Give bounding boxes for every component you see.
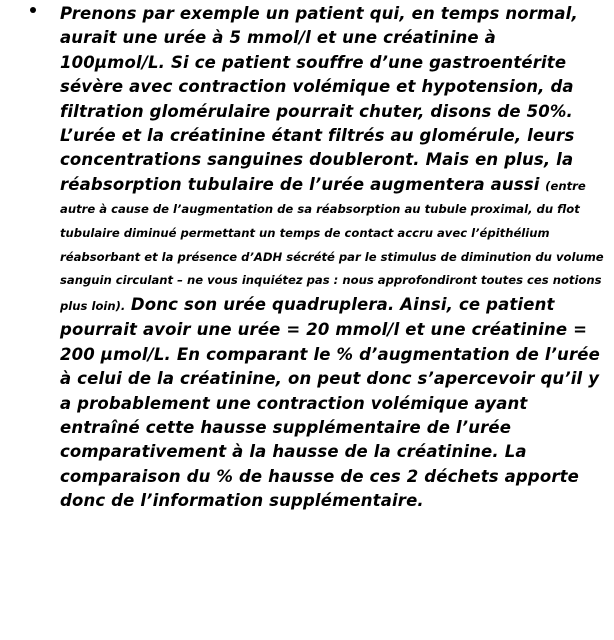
bullet-dot-icon — [30, 7, 36, 13]
parenthetical-text: (entre autre à cause de l’augmentation de sa réabsorption au tubule proximal, du flot tubulaire diminué permettant un temps de contact accru avec l’épithélium réabsorbant et la présence d’ADH sécrété par le stimulus de diminution du volume sanguin circulant – ne vous inquiétez pas : nous approfondiront toutes ces notions plus loin). — [60, 178, 604, 313]
bullet-paragraph — [60, 2, 606, 514]
intro-text: Prenons par exemple un patient qui, en temps normal, aurait une urée à 5 mmol/l et une créatinine à 100µmol/L. Si ce patient souffre d’une gastroentérite sévère avec contraction volémique et hypotension, da filtration glomérulaire pourrait chuter, disons de 50%. L’urée et la créatinine étant filtrés au glomérule, leurs concentrations sanguines doubleront. Mais en plus, la réabsorption tubulaire de l’urée augmentera aussi — [60, 4, 578, 194]
conclusion-text: Donc son urée quadruplera. Ainsi, ce patient pourrait avoir une urée = 20 mmol/l et une créatinine = 200 µmol/L. En comparant le % d’augmentation de l’urée à celui de la créatinine, on peut donc s’apercevoir qu’il y a probablement une contraction volémique ayant entraîné cette hausse supplémentaire de l’urée comparativement à la hausse de la créatinine. La comparaison du % de hausse de ces 2 déchets apporte donc de l’information supplémentaire. — [60, 294, 600, 511]
